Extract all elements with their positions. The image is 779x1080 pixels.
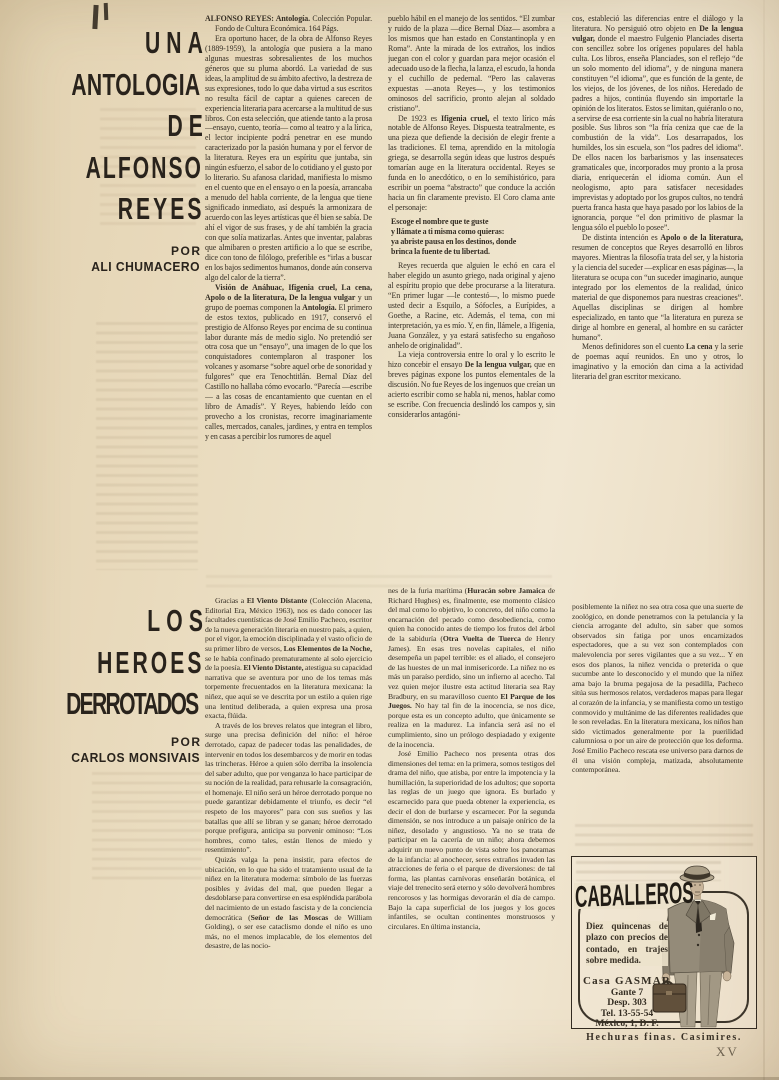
- binding-mark: [104, 3, 109, 20]
- article1-title-line: ANTOLOGIA: [71, 66, 201, 102]
- bleed-through-text: [92, 772, 202, 884]
- ad-city: México, 1, D. F.: [595, 1017, 659, 1029]
- article1-byline-name: ALI CHUMACERO: [91, 258, 200, 274]
- article2-byline-name: CARLOS MONSIVAIS: [71, 749, 200, 765]
- page-number: XV: [716, 1044, 739, 1059]
- article2-column-1: Gracias a El Viento Distante (Colección Alacena, Editorial Era, México 1963), nos es dado conocer las facultades cuentísticas de José Emilio Pacheco, escritor de la nueva generación literaria en nuestro país, a quien, por el vigor, la emoción disciplinada y el vasto oficio de su primer libro de versos, Los Elementos de la Noche, se le había confinado prematuramente al solo ejercicio de la poesía. El Viento Distante, atestigua su capacidad narrativa que se aventura por uno de los temas más torpemente frecuentados en la literatura mexicana: la niñez, que aquí se ve descrita por un estilo a quien rige una lentitud deliberada, a quien expresa una prosa exacta, flúida. A través de los breves relatos que integran el libro, surge una precisa definición del niño: el héroe derrotado, capaz de padecer todas las penalidades, de intervenir en todos los desembarcos y de morir en todas las trincheras. Héroe a quien sólo derriba la insolencia del saber adulto, que por venganza lo hace participar de su noción de la realidad, para rehusarle la consagración, el homenaje. El niño será un héroe derrotado porque no puede garantizar debidamente el triunfo, es decir “el respeto de los mayores” para con sus sueños y las batallas que allí se libran y se ganan; héroe derrotado porque prefigura, anticipa su porvenir ominoso: “Los hombres, como tales, están llenos de miedo y resentimiento”. Quizás valga la pena insistir, para efectos de ubicación, en lo que ha sido el tratamiento usual de la niñez en la literatura moderna: símbolo de las fuerzas posibles y ávidas del mal, que pueden llegar a desdoblarse para convertirse en esa espléndida parábola del nacimiento de un estado fascista y de la conciencia democrática (Señor de las Moscas de William Golding), o ser ese cataclismo donde el niño es uno más, no el menos implacable, de los elementos del desastre, de las nocio-: [205, 596, 372, 951]
- ad-firm-name: Casa GASMAR: [582, 975, 672, 987]
- bleed-through-text: [96, 322, 198, 570]
- ad-address: Gante 7: [610, 987, 644, 998]
- page-crease: [763, 0, 765, 1080]
- article1-title-line: UNA: [144, 25, 209, 60]
- article1-title-line: ALFONSO: [85, 149, 203, 185]
- ad-phone: Tel. 13-55-54: [600, 1007, 654, 1019]
- article1-byline-label: POR: [170, 243, 202, 258]
- article2-column-2: nes de la furia marítima (Huracán sobre Jamaica de Richard Hughes) es, finalmente, ese momento clásico del mal como lo objetivo, lo concreto, del niño como la encarnación del pecado como desobediencia, como quien ha conocido antes de tiempo los frutos del árbol de la sabiduría (Otra Vuelta de Tuerca de Henry James). En esas tres novelas capitales, el niño desempeña un papel terrible: es el aliado, el consejero de las huestes de un mal inmisericorde. La niñez no es más un paraíso perdido, sino un infierno al acecho. Tal vez quien mejor ilustre esta actitud literaria sea Ray Bradbury, en su maravilloso cuento El Parque de los Juegos. No hay tal fin de la inocencia, se nos dice, porque esta es un concepto adulto, que únicamente se realiza en la madurez. La infancia será así no el cumplimiento, sino un prólogo despiadado y exigente de la inocencia. José Emilio Pacheco nos presenta otras dos dimensiones del tema: en la primera, somos testigos del drama del niño, que atisba, por entre la impotencia y la humillación, la superioridad de los adultos; que soporta las reglas de un juego que ignora. Es burlado y escarnecido para que pueda obtener la experiencia, es decir el don de burlarse y escarnecer. Por la segunda dimensión, se nos introduce a un paisaje onírico de la niñez, desolado y angustioso. Ya no se trata de participar en la cacería de un niño; ahora debemos adquirir un nuevo punto de vista sobre los panoramas de la infancia: al anochecer, seres extraños invaden las atracciones de feria o el parque de diversiones: de tal forma, las plantas carnívoras enseñarán botánica, el viaje del trenecito será eterno y sólo devolverá hombres rencorosos y las hormigas devorarán el día de campo. Bajo la capa superficial de los juegos y los goces infantiles, se ocultan continentes monstruosos y circulares. En última instancia,: [388, 586, 555, 931]
- ad-contact-block: [574, 975, 680, 1029]
- ad-office: Desp. 303: [607, 997, 647, 1009]
- ad-headline: CABALLEROS: [574, 876, 694, 914]
- article1-column-3: cos, estableció las diferencias entre el diálogo y la literatura. No persiguió otro objeto en De la lengua vulgar, donde el maestro Fulgenio Planciades diserta con sencillez sobre los orígenes populares del habla culta. Los libros, enseña Planciades, son el reflejo “de un solo momento del idioma”, y de ninguna manera constituyen “el idioma”, que es función de la gente, de los viejos, de los jóvenes, de los niños. Heredado de padres a hijos, continúa fluyendo sin importarle la opinión de los literatos. Estos se limitan, quiéranlo o no, a servirse de esa corriente sin la cual no habría literatura posible. Sus libros son “la fría ceniza que cae de la combustión de la vida”. Los desarrapados, los humildes, los sin escuela, son “los padres del idioma”. De ellos nacen los barbarismos y las insensateces gramaticales que, incorporados muy pronto a la prosa diaria, enriquecerán el idioma común. Aun el neologismo, apto para satisfacer necesidades imprevistas y adoptado por los grupos cultos, no tendrá puerta franca hasta que haya pasado por los labios de la ignorancia, porque “el don primitivo de plasmar la lengua sólo el pueblo lo posee”. De distinta intención es Apolo o de la literatura, resumen de conceptos que Reyes desarrolló en libros mayores. Mientras la filosofía trata del ser, y la historia y la ciencia del suceder —explicar en esas páginas—, la literatura se ocupa con “un suceder imaginario, aunque integrado por los elementos de la realidad, único material de que disponemos para nuestras creaciones”. Aquellas disciplinas se dirigen al hombre especializado, en tanto que “la literatura en pureza se dirige al hombre en general, al hombre en su carácter humano”. Menos definidores son el cuento La cena y la serie de poemas aquí reunidos. En uno y otros, lo imaginativo y la emoción dan cima a la actividad literaria del gran escritor mexicano.: [572, 14, 743, 382]
- article1-column-2: pueblo hábil en el manejo de los sentidos. “El zumbar y ruido de la plaza —dice Bernal Díaz— asombra a los mismos que han estado en Constantinopla y en Roma”. Ante la mirada de los extraños, los indios juegan con el color y guardan para mejor ocasión el adecuado uso de la flecha, la lanza, el escudo, la honda y el cuchillo de pedernal. “Pero las calaveras expuestas —anota Reyes—, y los testimonios ominosos del sacrificio, pronto alejan al soldado cristiano”. De 1923 es Ifigenia cruel, el texto lírico más notable de Alfonso Reyes. Dispuesta teatralmente, es una pieza que defiende la decisión de elegir frente a las tradiciones. El tema, aprendido en la mitología griega, se desarrolla según ideas que lustros después tomarían auge en la literatura occidental. Reyes se funda en lo anecdótico, o en lo semihistórico, para escribir un poema “abstracto” que conduce la acción hacia un fin claramente previsto. El Coro clama ante el personaje: Escoge el nombre que te guste y llámate a ti misma como quieras: ya abriste pausa en los destinos, donde brinca la fuente de tu libertad. Reyes recuerda que alguien le echó en cara el haber elegido un asunto griego, nada original y ajeno al espíritu propio que debe procurarse a la literatura. “En primer lugar —le contestó—, lo mismo puede usted decir a Esquilo, a Sófocles, a Eurípides, a Goethe, a Racine, etc. Además, el tema, con mi interpretación, ya es mío. Y, en fin, llámele, a Ifigenia, Juana González, y ya estará satisfecho su engañoso anhelo de originalidad”. La vieja controversia entre lo oral y lo escrito le hizo concebir el ensayo De la lengua vulgar, que en breves páginas expone los puntos elementales de la discusión. No fue Reyes de los ingenuos que creían un acierto escribir como se habla ni, menos, hablar como se escribe. Con frecuencia deslindó los campos y, sin considerarlos antagóni-: [388, 14, 555, 420]
- article2-title-line: LOS: [147, 603, 209, 638]
- ad-tagline: Hechuras finas. Casimires.: [586, 1032, 742, 1043]
- article1-column-1: ALFONSO REYES: Antología. Colección Popular. Fondo de Cultura Económica. 164 Págs. Era oportuno hacer, de la obra de Alfonso Reyes (1889-1959), la antología que pusiera a la mano algunas muestras sobresalientes de los muchos géneros que su pluma abordó. La variedad de sus ideas, la amplitud de su ámbito afectivo, la destreza de sus expresiones, todo lo que daba virtud a sus escritos no resulta fácil de captar a quienes carecen de experiencia literaria para acercarse a la multitud de sus libros. Con esta selección, que atiende tanto a la prosa —ensayo, cuento, teoría— como al teatro y a la lírica, el lector incipiente podrá penetrar en ese mundo caracterizado por la pasión humana y por el fervor de la literatura. Reyes era un espíritu que juntaba, sin ningún esfuerzo, el sabor de lo cotidiano y el gusto por lo literario. Su afanosa claridad, manifiesta lo mismo en el cuento que en el ensayo o en la poesía, arrancaba a menudo del habla corriente, de la lengua que tiene significado inmediato, así después la armonizara de acuerdo con las leyes artísticas que él bien se sabía. De ahí el vigor de sus frases, y de ahí también la gracia con que solía matizarlas. Antes que inventar, palabras que almibaren o presten artificio a lo que se escribe, dice con tono de filólogo, preferible es “irlas a buscar en los bajos sedimentos humanos, donde aún conserva algo del calor de la tierra”. Visión de Anáhuac, Ifigenia cruel, La cena, Apolo o de la literatura, De la lengua vulgar y un grupo de poemas componen la Antología. El primero de estos textos, publicado en 1917, conservó el prestigio de Alfonso Reyes por encima de su continua labor durante más de medio siglo. No pretendió ser otra cosa que un “ensayo”, una imagen de lo que los conquistadores contemplaron al trasponer los volcanes y asomarse “sobre aquel orbe de sonoridad y fulgores” que era Tenochtitlán. Bernal Díaz del Castillo no hallaba cómo evocarlo. “Parecía —escribe— a las cosas de encantamiento que cuentan en el libro de Amadís”. Y Reyes, habiendo leído con provecho a los cronistas, recorre imaginariamente calles, mercados, canales, jardines, y entra en templos y en casas a percibir los rumores de aquel: [205, 14, 372, 442]
- article2-title-line: HEROES: [97, 644, 205, 680]
- caballeros-ad: [571, 856, 757, 1029]
- article1-title-line: DE: [167, 108, 209, 143]
- ad-offer-text: Diez quincenas de plazo con precios de contado, en trajes sobre medida.: [586, 921, 668, 965]
- article2-title-line: DERROTADOS: [66, 686, 198, 721]
- article2-headline: [0, 600, 209, 766]
- article1-headline: [0, 22, 209, 275]
- article2-column-3: posiblemente la niñez no sea otra cosa que una suerte de zoológico, en donde penetramos con la petulancia y la ciencia arrogante del adulto, sin saber que somos observados sin fatiga por unos encarnizados espectadores, que a su vez son contemplados con malevolencia por seres vigilantes que a su vez... Y en esos dos planos, la niñez vencida o preterida o que sucumbe ante lo desconocido y el mundo que la niñez ama bajo la bruma pegajosa de la pesadilla, Pacheco sitúa sus hermosos relatos, verdaderos mapas para llegar al corazón de la infancia, y se manifiesta como un testigo conmovido y multánime de las diferentes realidades que le son reveladas. En la literatura mexicana, los niños han sido victimados generalmente por la puerilidad calumniosa o por un aire de protección que los deforma. José Emilio Pacheco rescata ese universo para darnos de él una visión compleja, matizada, absolutamente contemporánea.: [572, 602, 743, 775]
- article1-title-line: REYES: [117, 191, 205, 226]
- article2-byline-label: POR: [170, 734, 202, 749]
